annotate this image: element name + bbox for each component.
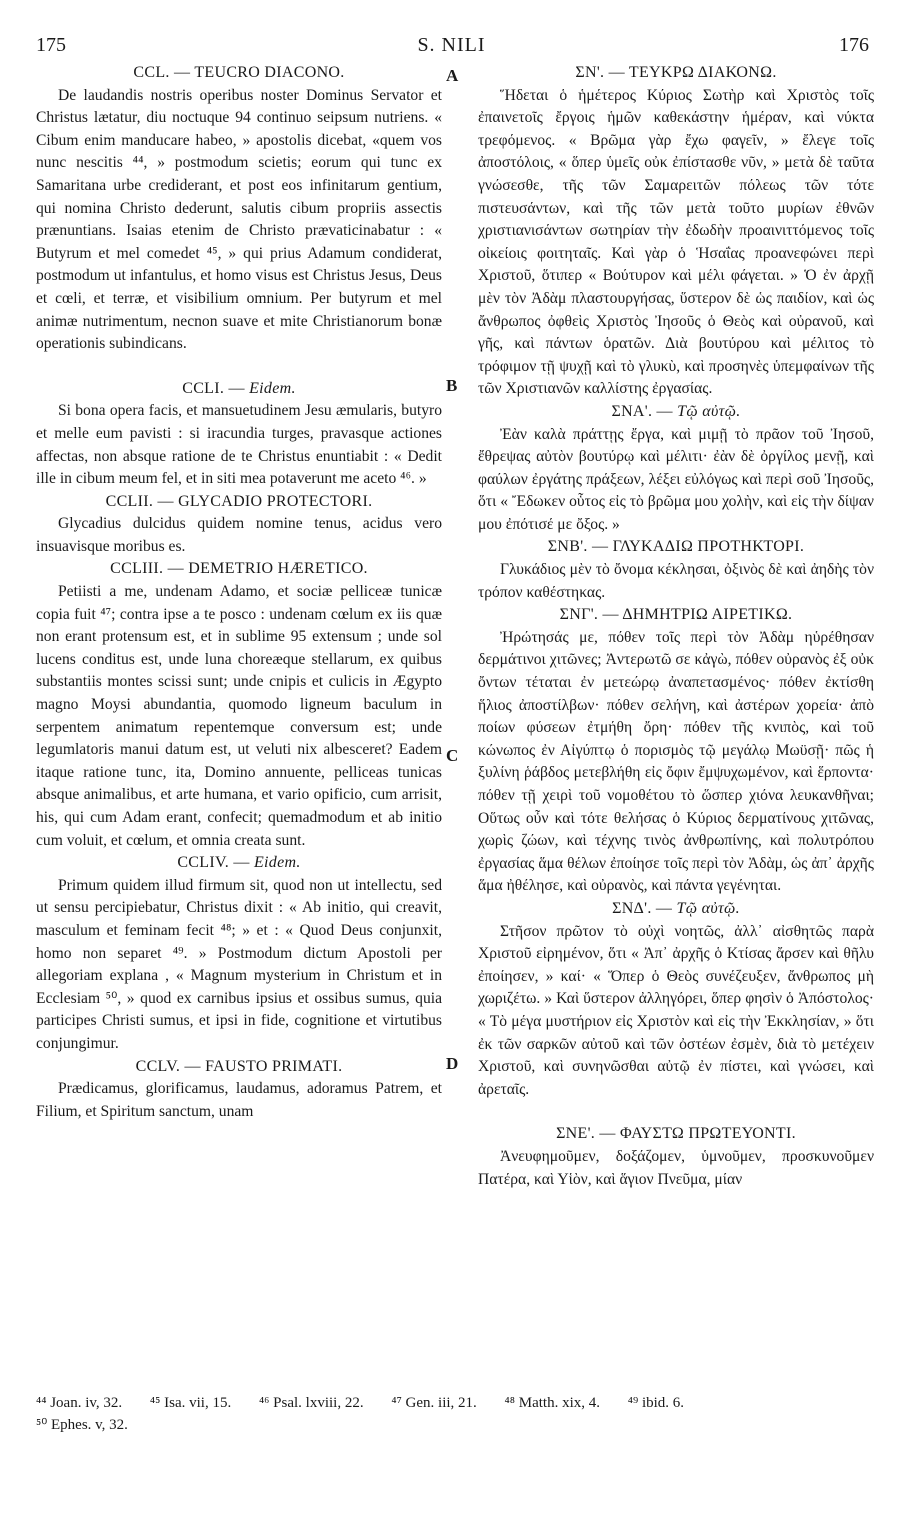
section-heading: ΣΝΑ'. — Τῷ αὐτῷ. [611, 402, 741, 420]
running-header [30, 34, 873, 64]
section-text: Ἠρώτησάς με, πόθεν τοῖς περὶ τὸν Ἀδὰμ ηὑρέθησαν δερμάτινοι χιτῶνες; Ἀντερωτῶ σε κἀγὼ, πόθεν οὐρανὸς ἐξ οὐκ ὄντων τέταται ἐν μετεώρῳ ἀναπετασμένος· πόθεν ἐκτίσθη ἥλιος ἀποστίλβων· πόθεν σελήνη, καὶ ἀστέρων χορεία· ἀπὸ ποίων φύσεων ἐτμήθη ὄρη· πόθεν τῆς κνιπὸς, καὶ τοῦ κώνωπος ἐν Αἰγύπτῳ ὁ πορισμὸς τῷ μεγάλῳ Μωϋσῇ· πῶς ἡ ξυλίνη ῥάβδος μετεβλήθη εἰς ὄφιν ἔμψυχωμένον, καὶ ἕρποντα· πόθεν τῇ χειρὶ τοῦ νομοθέτου τὸ ὥσπερ χιόνα λευκανθῆναι; Οὕτως οὖν καὶ τότε θελήσας ὁ Κύριος δερματίνους χιτῶνας, χωρὶς ζώων, καὶ τέχνης τινὸς ἀνθρωπίνης, καὶ πολυτρόπου ἐργασίας ἅμα θέλων ἐποίησε τοῖς περὶ τὸν Ἀδὰμ, ὡς ἀπ᾽ ἀρχῆς ἅμα ἠθέλησε, καὶ οὐρανὸς, καὶ πάντα γεγένηται. [478, 628, 874, 895]
section-text: Primum quidem illud firmum sit, quod non ut intellectu, sed ut sensu percipiebatur, Christus dixit : « Ab initio, qui creavit, masculum et feminam fecit ⁴⁸; » et : « Quod Deus conjunxit, homo non separet ⁴⁹. » Postmodum dictum Apostoli per allegoriam explana , « Magnum mysterium in Christum et in Ecclesiam ⁵⁰, » quod ex carnibus ipsius et ossibus sumus, quia participes Christi sumus, et ipsi in fide, cognitione et virtutibus conjungimur. [36, 876, 442, 1052]
footnote: ⁴⁸ Matth. xix, 4. [504, 1395, 601, 1411]
section-text: Γλυκάδιος μὲν τὸ ὄνομα κέκλησαι, ὀξινὸς δὲ καὶ ἀηδὴς τὸν τρόπον καθέστηκας. [478, 561, 874, 601]
section-heading: CCL. — TEUCRO DIACONO. [133, 64, 345, 81]
footnote: ⁴⁵ Isa. vii, 15. [149, 1395, 232, 1411]
section-heading: CCLII. — GLYCADIO PROTECTORI. [105, 492, 373, 510]
section-heading: CCLIII. — DEMETRIO HÆRETICO. [110, 560, 368, 578]
greek-column [478, 62, 874, 1191]
section-text: Prædicamus, glorificamus, laudamus, adoramus Patrem, et Filium, et Spiritum sanctum, unam [36, 1080, 442, 1120]
margin-letter-a: A [446, 66, 459, 85]
footnote: ⁴⁴ Joan. iv, 32. [36, 1395, 123, 1411]
page-number-left: 175 [36, 34, 66, 56]
running-title: S. NILI [417, 34, 486, 56]
latin-column [36, 62, 442, 1123]
page-number-right: 176 [839, 34, 869, 56]
section-text: De laudandis nostris operibus noster Dominus Servator et Christus lætatur, diu noctuque 94 continuo seipsum nutriens. « Cibum enim manducare habeo, » apostolis dicebat, «quem vos nunc nescitis ⁴⁴, » postmodum scietis; eorum qui tunc ex Samaritana urbe crediderant, et post eos infinitarum gentium, qui nomina Christo dederunt, salutis cibum propriis assectis prænuntians. Isaias etenim de Christo prævaticinabatur : « Butyrum et mel comedet ⁴⁵, » qui prius Adamum condiderat, postmodum ut infantulus, et homo visus est Christus Jesus, Deus et cœli, et terræ, et visibilium omnium. Per butyrum et mel animæ nutrimentum, necnon suave et mite Christianorum bonæ operationis subindicans. [36, 86, 442, 353]
section-heading: CCLIV. — Eidem. [177, 854, 301, 872]
footnotes [36, 1392, 876, 1436]
footnote: ⁴⁹ ibid. 6. [627, 1395, 685, 1411]
section-heading: CCLV. — FAUSTO PRIMATI. [135, 1057, 343, 1075]
footnote: ⁴⁷ Gen. iii, 21. [391, 1395, 477, 1411]
section-text: Ἀνευφημοῦμεν, δοξάζομεν, ὑμνοῦμεν, προσκυνοῦμεν Πατέρα, καὶ Υἱὸν, καὶ ἅγιον Πνεῦμα, μίαν [478, 1147, 874, 1188]
section-heading: ΣΝΓ'. — ΔΗΜΗΤΡΙΩ ΑΙΡΕΤΙΚΩ. [559, 606, 793, 624]
section-heading: CCLI. — Eidem. [182, 379, 296, 397]
section-heading: ΣΝΒ'. — ΓΛΥΚΑΔΙΩ ΠΡΟΤΗΚΤΟΡΙ. [547, 538, 805, 556]
margin-letter-b: B [446, 376, 458, 395]
footnote: ⁵⁰ Ephes. v, 32. [36, 1417, 128, 1433]
footnote: ⁴⁶ Psal. lxviii, 22. [258, 1395, 364, 1411]
section-text: Petiisti a me, undenam Adamo, et sociæ pelliceæ tunicæ copia fuit ⁴⁷; contra ipse a te posco : undenam cœlum ex iis quæ non erant protensum est, et in sublime 95 extensum ; unde sol lucens conditus est, unde luna choreæque stellarum, ex quibus substantiis montes scissi sunt; unde cnipis et culicis in Ægypto magno Moysi abundantia, quomodo ligneum baculum in serpentem animatum repentemque conversum est; unde legumlatoris manui datum est, ut veluti nix albesceret? Eadem itaque ratione tunc, ita, Domino annuente, pelliceas tunicas absque animalibus, et arte humana, et vario opificio, cum arrisit, his, qui cum Adam erant, confecit; quemadmodum et ab initio cum voluit, et cœlum, et omnia creata sunt. [36, 583, 442, 849]
section-heading: ΣΝΕ'. — ΦΑΥΣΤΩ ΠΡΩΤΕΥΟΝΤΙ. [556, 1125, 796, 1143]
margin-letter-c: C [446, 746, 459, 765]
section-text: Στῆσον πρῶτον τὸ οὐχὶ νοητῶς, ἀλλ᾽ αἰσθητῶς παρὰ Χριστοῦ εἰρημένον, ὅτι « Ἀπ᾽ ἀρχῆς ὁ Κτίσας ἄρσεν καὶ θῆλυ ἐποίησεν, » καί· « Ὅπερ ὁ Θεὸς συνέζευξεν, ἄνθρωπος μὴ χωριζέτω. » Καὶ ὕστερον ἀλληγόρει, ὅπερ φησὶν ὁ Ἀπόστολος· « Τὸ μέγα μυστήριον εἰς Χριστὸν καὶ εἰς τὴν Ἐκκλησίαν, » ὅτι ἐκ τῶν σαρκῶν αὐτοῦ καὶ τῶν ὀστέων ἐσμὲν, διὰ τὸ μετέχειν Χριστοῦ, καὶ συνηνῶσθαι αὐτῷ ἐν πίστει, καὶ γνώσει, καὶ ἀρεταῖς. [478, 922, 874, 1098]
margin-letter-d: D [446, 1054, 459, 1073]
section-text: Ἥδεται ὁ ἡμέτερος Κύριος Σωτὴρ καὶ Χριστὸς τοῖς ἐπαινετοῖς ἔργοις ἡμῶν καθεκάστην ἡμέραν, καὶ νύκτα τρεφόμενος. « Βρῶμα γὰρ ἔχω φαγεῖν, » ἔλεγε τοῖς ἀποστόλοις, « ὅπερ ὑμεῖς οὐκ ἐπίστασθε νῦν, » μετὰ δὲ ταῦτα γνώσεσθε, τῆς τῶν Σαμαρειτῶν πόλεως τῶν τότε πιστευσάντων, καὶ τῆς τῶν μετὰ τοῦτο μυρίων ἐθνῶν χριστιανισάντων σωτηρίαν τὴν ἐδωδὴν προαινιττόμενος τοῖς οἰκείοις φοιτηταῖς. Καὶ γὰρ ὁ Ἡσαΐας προανεφώνει περὶ Χριστοῦ, ὅτιπερ « Βούτυρον καὶ μέλι φάγεται. » Ὁ ἐν ἀρχῇ μὲν τὸν Ἀδὰμ πλαστουργήσας, ὕστερον δὲ ὡς παιδίον, καὶ ὡς ἄνθρωπος ὀφθεὶς Χριστὸς Ἰησοῦς ὁ Θεὸς καὶ οὐρανοῦ, καὶ γῆς, καὶ πάντων ὁρατῶν. Διὰ βουτύρου καὶ μέλιτος τὸ τρόφιμον τῇ ψυχῇ καὶ τὸ γλυκὺ, καὶ προσηνὲς ὑπεμφαίνων τῆς τῶν Χριστιανῶν καλλίστης ἐργασίας. [478, 86, 874, 398]
section-heading: ΣΝ'. — ΤΕΥΚΡΩ ΔΙΑΚΟΝΩ. [575, 64, 777, 81]
section-text: Glycadius dulcidus quidem nomine tenus, acidus vero insuavisque moribus es. [36, 515, 442, 555]
section-heading: ΣΝΔ'. — Τῷ αὐτῷ. [612, 899, 740, 917]
section-text: Si bona opera facis, et mansuetudinem Jesu æmularis, butyro et melle eum pavisti : si iracundia turges, pravasque actiones affectas, non absque ratione de te Christus enuntiabit : « Dedit ille in cibum meum fel, et in siti mea potaverunt me aceto ⁴⁶. » [36, 402, 442, 488]
section-text: Ἐὰν καλὰ πράττῃς ἔργα, καὶ μιμῇ τὸ πρᾶον τοῦ Ἰησοῦ, ἔθρεψας αὐτὸν βουτύρῳ καὶ μέλιτι· ἐὰν δὲ ὀργίλος μενῇ, καὶ φαύλων ἐργάτης πράξεων, λέξει εὐλόγως καὶ περὶ σοῦ Ἰησοῦς, ὅτι « Ἔδωκεν οὗτος εἰς τὸ βρῶμα μου χολὴν, καὶ εἰς τὴν δίψαν μου ἐπότισέ με ὄξος. » [478, 425, 874, 533]
